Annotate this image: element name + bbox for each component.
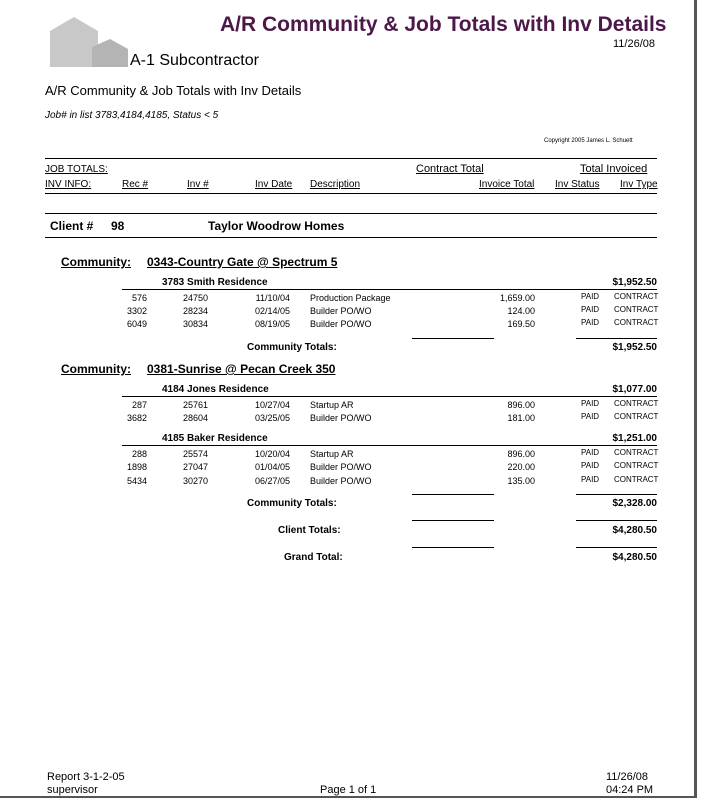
community-totals-value: $2,328.00 <box>612 498 657 509</box>
status-cell: PAID <box>581 412 600 421</box>
amount-cell: 896.00 <box>507 449 535 459</box>
col-inv: Inv # <box>187 179 209 190</box>
footer-page: Page 1 of 1 <box>320 784 377 796</box>
subtotal-rule <box>412 494 494 495</box>
rec-cell: 3302 <box>126 306 147 316</box>
rec-cell: 288 <box>131 449 147 459</box>
date-cell: 02/14/05 <box>254 306 290 316</box>
report-date: 11/26/08 <box>612 38 655 50</box>
community-label: Community: <box>61 362 131 376</box>
job-total: $1,952.50 <box>612 277 657 288</box>
community-name: 0343-Country Gate @ Spectrum 5 <box>147 255 338 269</box>
type-cell: CONTRACT <box>614 412 659 421</box>
subtotal-rule <box>576 547 657 548</box>
job-rule <box>122 396 657 397</box>
job-title: 4185 Baker Residence <box>162 433 268 444</box>
amount-cell: 181.00 <box>507 413 535 423</box>
type-cell: CONTRACT <box>614 318 659 327</box>
amount-cell: 169.50 <box>507 319 535 329</box>
community-name: 0381-Sunrise @ Pecan Creek 350 <box>147 362 336 376</box>
inv-cell: 30834 <box>183 319 209 329</box>
desc-cell: Builder PO/WO <box>310 413 372 423</box>
col-inv-type: Inv Type <box>620 179 658 190</box>
copyright: Copyright 2005 James L. Schuett <box>544 138 633 144</box>
report-title: A/R Community & Job Totals with Inv Details <box>220 13 667 36</box>
community-totals-value: $1,952.50 <box>612 342 657 353</box>
job-rule <box>122 289 657 290</box>
client-rule-bottom <box>45 237 657 238</box>
footer-time: 04:24 PM <box>606 784 654 796</box>
header-rule-top <box>45 158 657 159</box>
date-cell: 03/25/05 <box>254 413 290 423</box>
inv-cell: 28604 <box>183 413 209 423</box>
status-cell: PAID <box>581 292 600 301</box>
subtotal-rule <box>576 494 657 495</box>
footer-user: supervisor <box>47 784 98 796</box>
job-total: $1,077.00 <box>612 384 657 395</box>
job-total: $1,251.00 <box>612 433 657 444</box>
status-cell: PAID <box>581 461 600 470</box>
type-cell: CONTRACT <box>614 448 659 457</box>
status-cell: PAID <box>581 318 600 327</box>
inv-cell: 25574 <box>183 449 209 459</box>
rec-cell: 5434 <box>126 476 147 486</box>
desc-cell: Builder PO/WO <box>310 319 372 329</box>
type-cell: CONTRACT <box>614 461 659 470</box>
client-totals-label: Client Totals: <box>278 525 341 536</box>
report-filter: Job# in list 3783,4184,4185, Status < 5 <box>45 110 219 121</box>
col-contract-total: Contract Total <box>416 163 484 175</box>
footer-report: Report 3-1-2-05 <box>47 771 125 783</box>
subtotal-rule <box>412 520 494 521</box>
subtotal-rule <box>576 520 657 521</box>
grand-total-value: $4,280.50 <box>612 552 657 563</box>
status-cell: PAID <box>581 305 600 314</box>
job-title: 4184 Jones Residence <box>162 384 269 395</box>
inv-cell: 24750 <box>183 293 209 303</box>
amount-cell: 135.00 <box>507 476 535 486</box>
inv-cell: 27047 <box>183 462 209 472</box>
type-cell: CONTRACT <box>614 292 659 301</box>
desc-cell: Builder PO/WO <box>310 462 372 472</box>
footer-date: 11/26/08 <box>606 771 649 783</box>
inv-cell: 30270 <box>183 476 209 486</box>
col-inv-date: Inv Date <box>255 179 293 190</box>
company-logo <box>50 17 130 69</box>
date-cell: 06/27/05 <box>254 476 290 486</box>
subtotal-rule <box>576 338 657 339</box>
col-inv-status: Inv Status <box>555 179 600 190</box>
date-cell: 11/10/04 <box>255 293 290 303</box>
rec-cell: 6049 <box>126 319 147 329</box>
date-cell: 08/19/05 <box>254 319 290 329</box>
amount-cell: 220.00 <box>507 462 535 472</box>
subtotal-rule <box>412 547 494 548</box>
community-totals-label: Community Totals: <box>247 498 337 509</box>
job-rule <box>122 445 657 446</box>
client-number: 98 <box>111 219 125 233</box>
col-inv-info: INV INFO: <box>45 179 92 190</box>
rec-cell: 576 <box>131 293 147 303</box>
client-label: Client # <box>50 219 94 233</box>
desc-cell: Startup AR <box>310 449 354 459</box>
inv-cell: 28234 <box>183 306 209 316</box>
desc-cell: Builder PO/WO <box>310 476 372 486</box>
amount-cell: 124.00 <box>507 306 535 316</box>
col-invoice-total: Invoice Total <box>479 179 535 190</box>
community-label: Community: <box>61 255 131 269</box>
type-cell: CONTRACT <box>614 475 659 484</box>
rec-cell: 287 <box>131 400 147 410</box>
rec-cell: 3682 <box>126 413 147 423</box>
job-title: 3783 Smith Residence <box>162 277 268 288</box>
amount-cell: 1,659.00 <box>499 293 535 303</box>
type-cell: CONTRACT <box>614 399 659 408</box>
subtotal-rule <box>412 338 494 339</box>
report-subtitle: A/R Community & Job Totals with Inv Details <box>45 83 302 98</box>
col-total-invoiced: Total Invoiced <box>580 163 648 175</box>
client-totals-value: $4,280.50 <box>612 525 657 536</box>
date-cell: 01/04/05 <box>254 462 290 472</box>
desc-cell: Builder PO/WO <box>310 306 372 316</box>
inv-cell: 25761 <box>183 400 209 410</box>
col-description: Description <box>310 179 361 190</box>
status-cell: PAID <box>581 448 600 457</box>
type-cell: CONTRACT <box>614 305 659 314</box>
status-cell: PAID <box>581 399 600 408</box>
date-cell: 10/20/04 <box>254 449 290 459</box>
col-job-totals: JOB TOTALS: <box>45 164 108 175</box>
date-cell: 10/27/04 <box>254 400 290 410</box>
col-rec: Rec # <box>122 179 149 190</box>
grand-total-label: Grand Total: <box>284 552 343 563</box>
status-cell: PAID <box>581 475 600 484</box>
header-rule-bottom <box>45 193 657 194</box>
rec-cell: 1898 <box>126 462 147 472</box>
client-name: Taylor Woodrow Homes <box>208 219 345 233</box>
amount-cell: 896.00 <box>507 400 535 410</box>
desc-cell: Production Package <box>310 293 391 303</box>
desc-cell: Startup AR <box>310 400 354 410</box>
client-rule-top <box>45 213 657 214</box>
company-name: A-1 Subcontractor <box>130 52 259 69</box>
community-totals-label: Community Totals: <box>247 342 337 353</box>
